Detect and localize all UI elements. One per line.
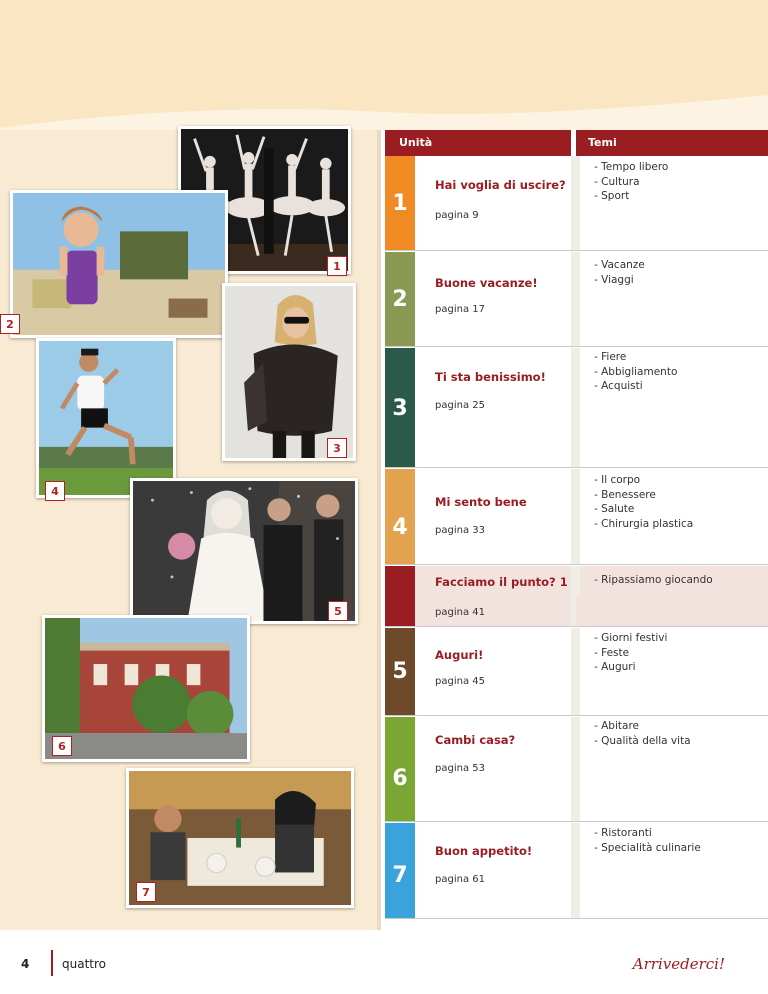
unit-title-5[interactable]: Auguri!: [435, 648, 484, 662]
header-unit: Unità: [385, 130, 571, 156]
photo-label-1: 1: [327, 256, 347, 276]
unit-number-5: 5: [385, 628, 415, 715]
topic-item: - Chirurgia plastica: [594, 517, 694, 530]
unit-row-6[interactable]: [385, 717, 768, 822]
topic-item: - Vacanze: [594, 259, 645, 271]
unit-number-7: 7: [385, 823, 415, 918]
top-banner: [0, 0, 768, 130]
unit-title-4[interactable]: Mi sento bene: [435, 495, 527, 509]
photo-wedding: [130, 478, 358, 624]
photo-fashion: [222, 283, 356, 461]
unit-page-1[interactable]: pagina 9: [435, 210, 479, 221]
topic-item: - Ristoranti: [594, 827, 652, 839]
unit-page-3[interactable]: pagina 25: [435, 400, 485, 411]
unit-number-1: 1: [385, 156, 415, 250]
topics-list-2: [594, 258, 645, 287]
topic-item: - Acquisti: [594, 380, 643, 392]
unit-number-6: 6: [385, 717, 415, 821]
unit-title-1[interactable]: Hai voglia di uscire?: [435, 178, 566, 192]
toc-header: [385, 130, 768, 156]
topic-item: - Ripassiamo giocando: [594, 574, 713, 586]
photo-restaurant: [126, 768, 354, 908]
photo-vacation: [10, 190, 228, 338]
topics-list-1: [594, 160, 668, 204]
topic-item: - Specialità culinarie: [594, 841, 701, 854]
topic-item: - Abitare: [594, 720, 639, 732]
unit-title-7[interactable]: Buon appetito!: [435, 844, 533, 858]
page-number-word: quattro: [62, 957, 106, 971]
review-page[interactable]: pagina 41: [435, 607, 485, 618]
unit-page-6[interactable]: pagina 53: [435, 763, 485, 774]
unit-page-4[interactable]: pagina 33: [435, 525, 485, 536]
photo-runner: [36, 338, 176, 498]
unit-row-1[interactable]: [385, 156, 768, 251]
topic-item: - Sport: [594, 190, 630, 202]
unit-row-2[interactable]: [385, 252, 768, 347]
topics-list-5: [594, 631, 667, 675]
unit-number-2: 2: [385, 252, 415, 346]
topic-item: - Giorni festivi: [594, 632, 668, 644]
unit-page-2[interactable]: pagina 17: [435, 304, 485, 315]
unit-page-5[interactable]: pagina 45: [435, 676, 485, 687]
topics-list-7: [594, 826, 701, 855]
photo-label-6: 6: [52, 736, 72, 756]
book-brand: Arrivederci!: [632, 955, 725, 973]
unit-row-7[interactable]: [385, 823, 768, 919]
photo-house: [42, 615, 250, 762]
table-of-contents: [385, 130, 768, 920]
topic-item: - Feste: [594, 646, 630, 659]
photo-label-2: 2: [0, 314, 20, 334]
photo-label-4: 4: [45, 481, 65, 501]
unit-page-7[interactable]: pagina 61: [435, 874, 485, 885]
review-row[interactable]: [385, 566, 768, 627]
topics-list-3: [594, 350, 677, 394]
unit-row-5[interactable]: [385, 628, 768, 716]
topic-item: - Salute: [594, 503, 635, 515]
review-marker: [385, 566, 415, 626]
topic-item: - Cultura: [594, 175, 640, 188]
header-topics: Temi: [576, 130, 768, 156]
topic-item: - Viaggi: [594, 273, 634, 286]
panel-divider: [377, 130, 381, 930]
review-title[interactable]: Facciamo il punto? 1: [435, 575, 568, 589]
topic-item: - Qualità della vita: [594, 734, 691, 747]
topic-item: - Auguri: [594, 661, 636, 673]
topics-list-review: [594, 573, 713, 588]
unit-title-2[interactable]: Buone vacanze!: [435, 276, 538, 290]
unit-title-3[interactable]: Ti sta benissimo!: [435, 370, 546, 384]
unit-number-4: 4: [385, 469, 415, 564]
topics-list-4: [594, 473, 693, 531]
photo-label-5: 5: [328, 601, 348, 621]
topic-item: - Tempo libero: [594, 161, 669, 173]
unit-number-3: 3: [385, 348, 415, 467]
footer-divider: [51, 950, 53, 976]
topic-item: - Benessere: [594, 488, 656, 501]
unit-row-3[interactable]: [385, 348, 768, 468]
photo-label-7: 7: [136, 882, 156, 902]
topic-item: - Abbigliamento: [594, 365, 678, 378]
banner-curve-decoration: [0, 0, 768, 130]
unit-row-4[interactable]: [385, 469, 768, 565]
topic-item: - Fiere: [594, 351, 627, 363]
unit-title-6[interactable]: Cambi casa?: [435, 733, 516, 747]
photo-label-3: 3: [327, 438, 347, 458]
page-number: 4: [21, 957, 30, 971]
topic-item: - Il corpo: [594, 474, 641, 486]
topics-list-6: [594, 719, 691, 748]
